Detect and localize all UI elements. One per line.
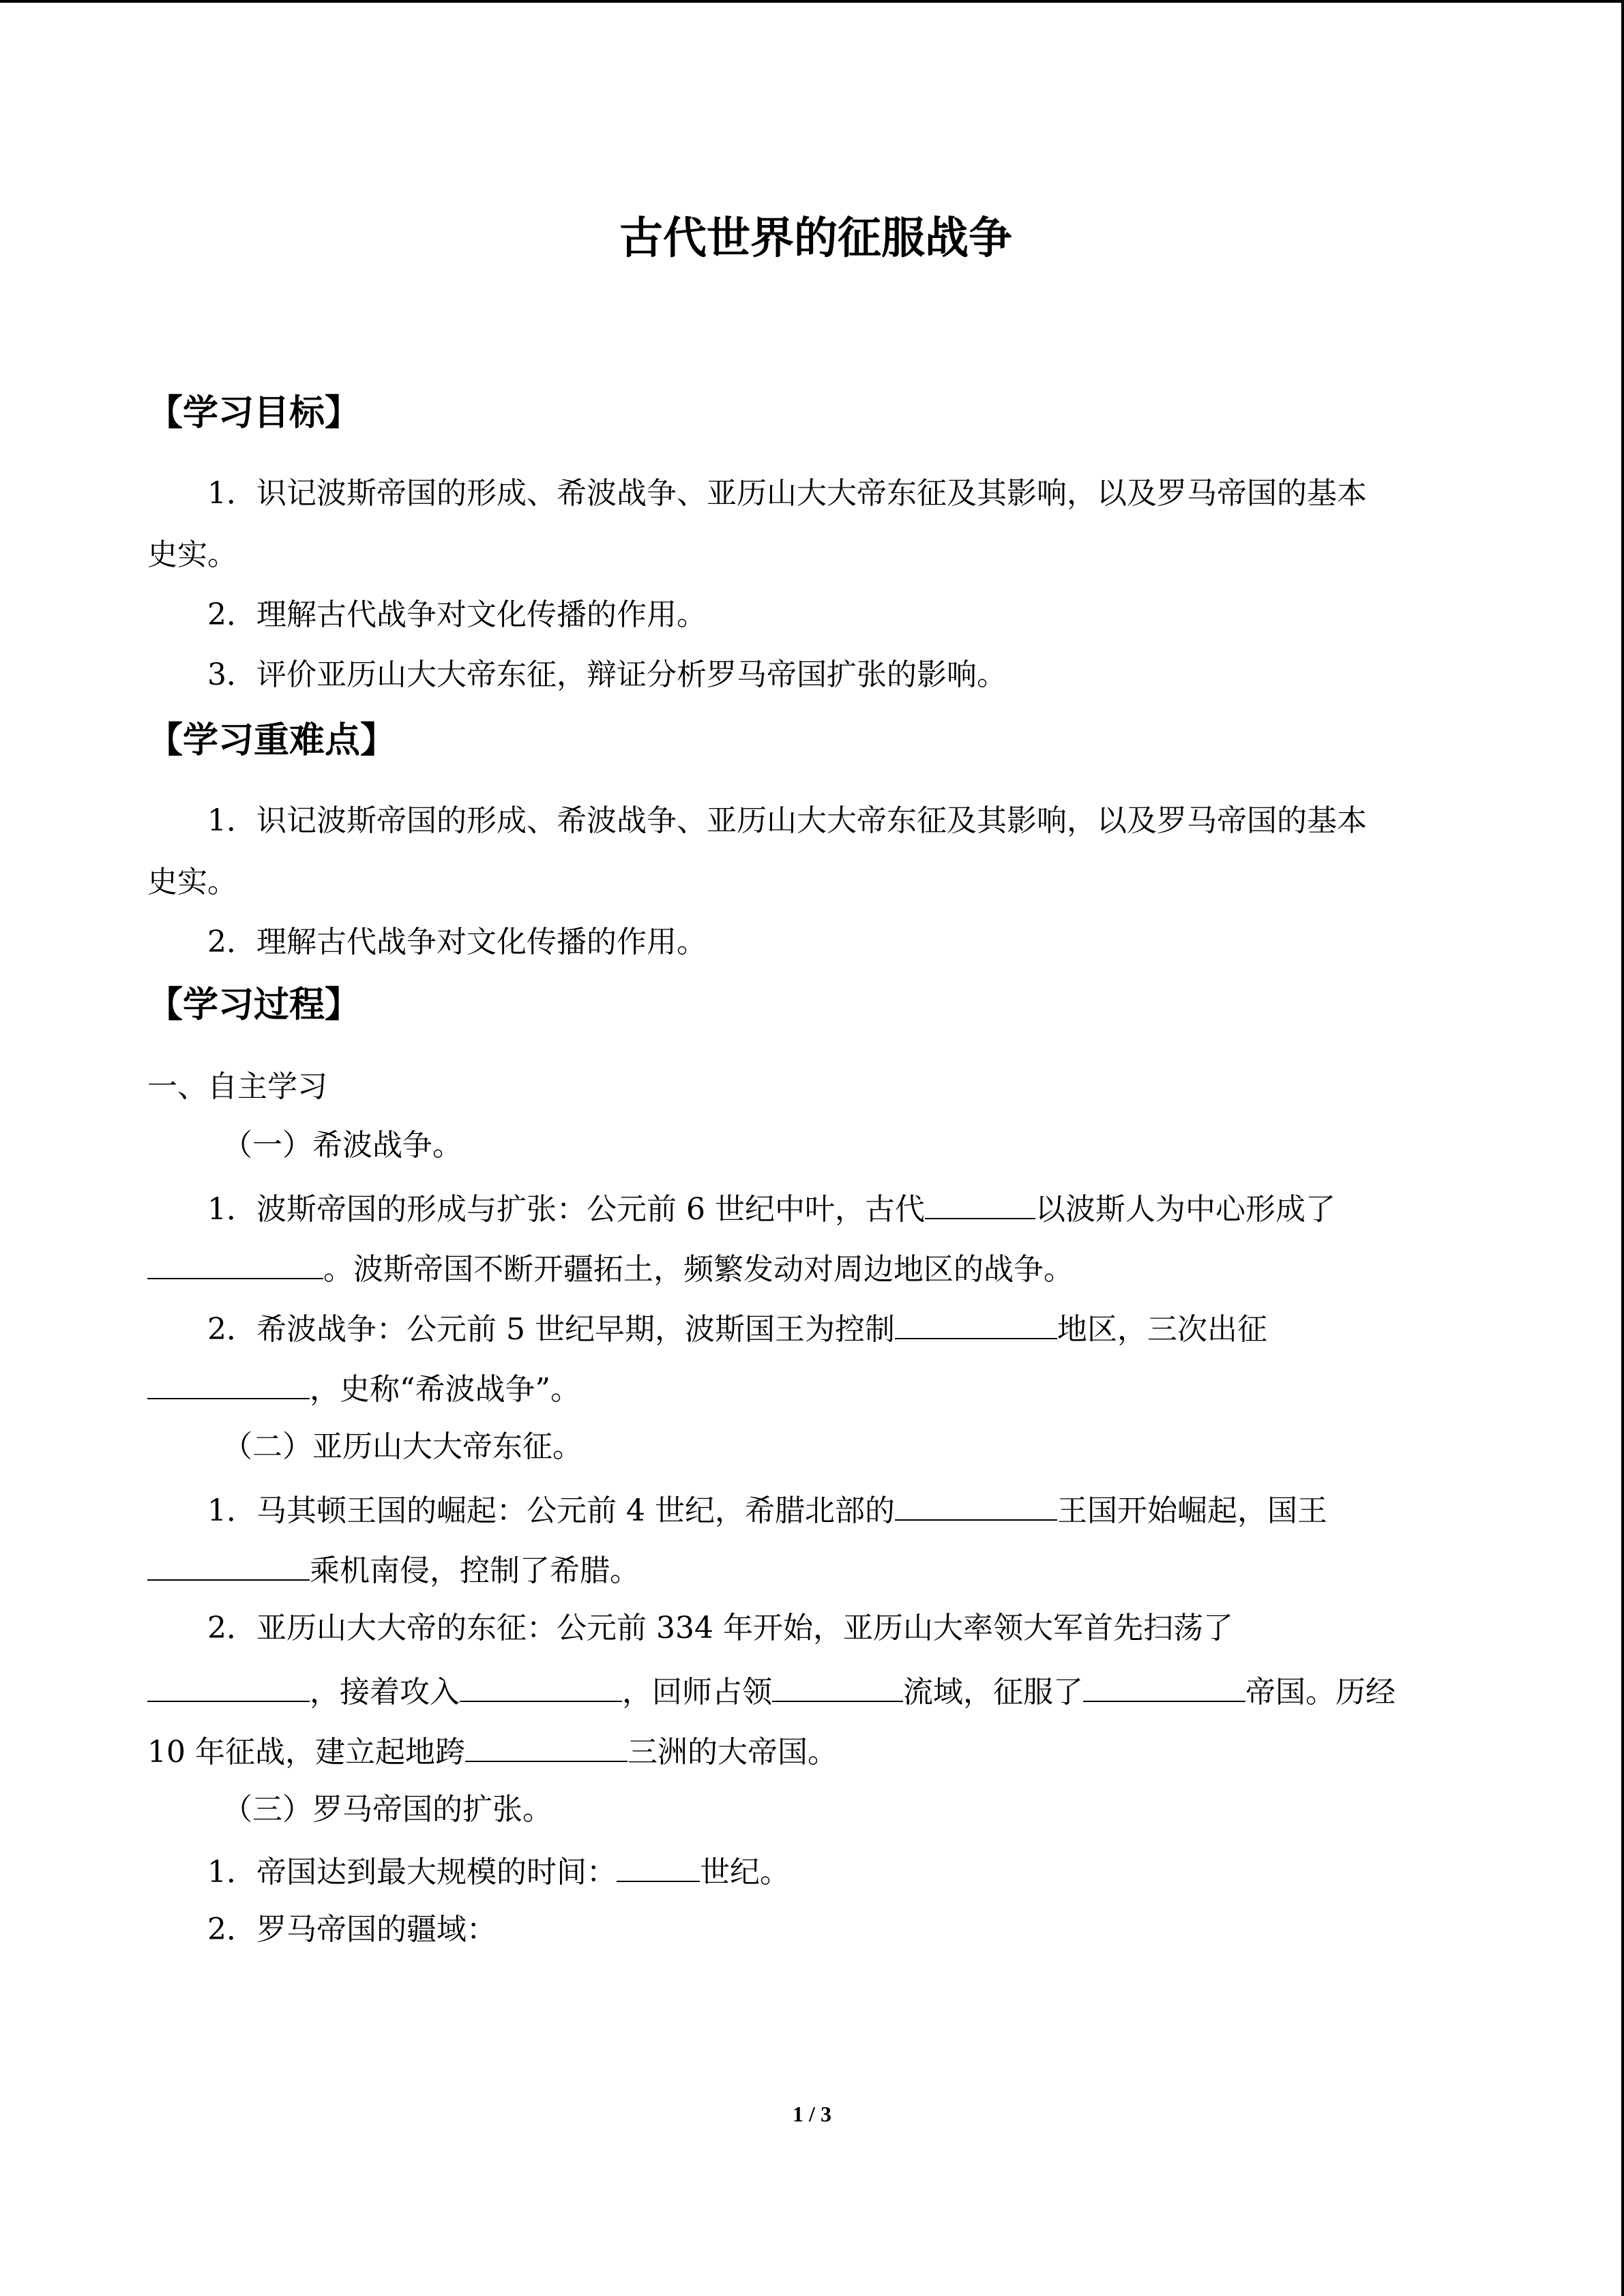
sub1-q1-line-2: 。波斯帝国不断开疆拓土，频繁发动对周边地区的战争。 — [147, 1245, 1074, 1292]
goals-item-3: 3．评价亚历山大大帝东征，辩证分析罗马帝国扩张的影响。 — [207, 657, 1007, 692]
fill-blank[interactable] — [465, 1728, 628, 1762]
key-points-heading: 【学习重难点】 — [147, 719, 396, 761]
sub2-q1-line-2: 乘机南侵，控制了希腊。 — [147, 1547, 640, 1593]
goals-heading: 【学习目标】 — [147, 392, 361, 434]
fill-blank[interactable] — [147, 1668, 310, 1702]
fill-blank[interactable] — [147, 1245, 323, 1279]
sub3-q1: 1．帝国达到最大规模的时间： 世纪。 — [207, 1848, 790, 1894]
sub1-q2-line-1: 2．希波战争：公元前 5 世纪早期，波斯国王为控制 地区，三次出征 — [207, 1305, 1267, 1352]
sub1-title: （一）希波战争。 — [222, 1128, 462, 1163]
sub1-q2-line-2: ，史称“希波战争”。 — [147, 1365, 580, 1412]
page-title: 古代世界的征服战争 — [619, 213, 1012, 264]
sub2-title: （二）亚历山大大帝东征。 — [222, 1429, 582, 1464]
goals-item-2: 2．理解古代战争对文化传播的作用。 — [207, 597, 707, 632]
page-border-top — [0, 0, 1624, 3]
sub2-q2-line-2: ，接着攻入 ，回师占领 流域，征服了 帝国。历经 — [147, 1668, 1396, 1714]
fill-blank[interactable] — [147, 1547, 310, 1581]
sub2-q2-line-3: 10 年征战，建立起地跨 三洲的大帝国。 — [147, 1728, 838, 1774]
self-study-heading: 一、自主学习 — [147, 1069, 327, 1104]
sub3-q2: 2．罗马帝国的疆域： — [207, 1912, 497, 1947]
fill-blank[interactable] — [460, 1668, 622, 1702]
fill-blank[interactable] — [147, 1365, 310, 1399]
goals-item-1-line-2: 史实。 — [147, 537, 237, 572]
fill-blank[interactable] — [925, 1185, 1035, 1219]
fill-blank[interactable] — [772, 1668, 903, 1702]
fill-blank[interactable] — [895, 1305, 1057, 1339]
sub2-q1-line-1: 1．马其顿王国的崛起：公元前 4 世纪，希腊北部的 王国开始崛起，国王 — [207, 1487, 1327, 1533]
page-number: 1 / 3 — [793, 2102, 831, 2126]
key-item-1-line-1: 1．识记波斯帝国的形成、希波战争、亚历山大大帝东征及其影响，以及罗马帝国的基本 — [207, 803, 1367, 838]
fill-blank[interactable] — [895, 1487, 1057, 1521]
fill-blank[interactable] — [617, 1848, 700, 1882]
goals-item-1-line-1: 1．识记波斯帝国的形成、希波战争、亚历山大大帝东征及其影响，以及罗马帝国的基本 — [207, 476, 1367, 511]
sub1-q1-line-1: 1．波斯帝国的形成与扩张：公元前 6 世纪中叶，古代 以波斯人为中心形成了 — [207, 1185, 1335, 1232]
page-border-right — [1621, 0, 1624, 2296]
key-item-1-line-2: 史实。 — [147, 865, 237, 899]
process-heading: 【学习过程】 — [147, 984, 361, 1026]
fill-blank[interactable] — [1083, 1668, 1245, 1702]
sub3-title: （三）罗马帝国的扩张。 — [222, 1792, 552, 1827]
key-item-2: 2．理解古代战争对文化传播的作用。 — [207, 925, 707, 959]
sub2-q2-line-1: 2．亚历山大大帝的东征：公元前 334 年开始，亚历山大率领大军首先扫荡了 — [207, 1611, 1233, 1645]
